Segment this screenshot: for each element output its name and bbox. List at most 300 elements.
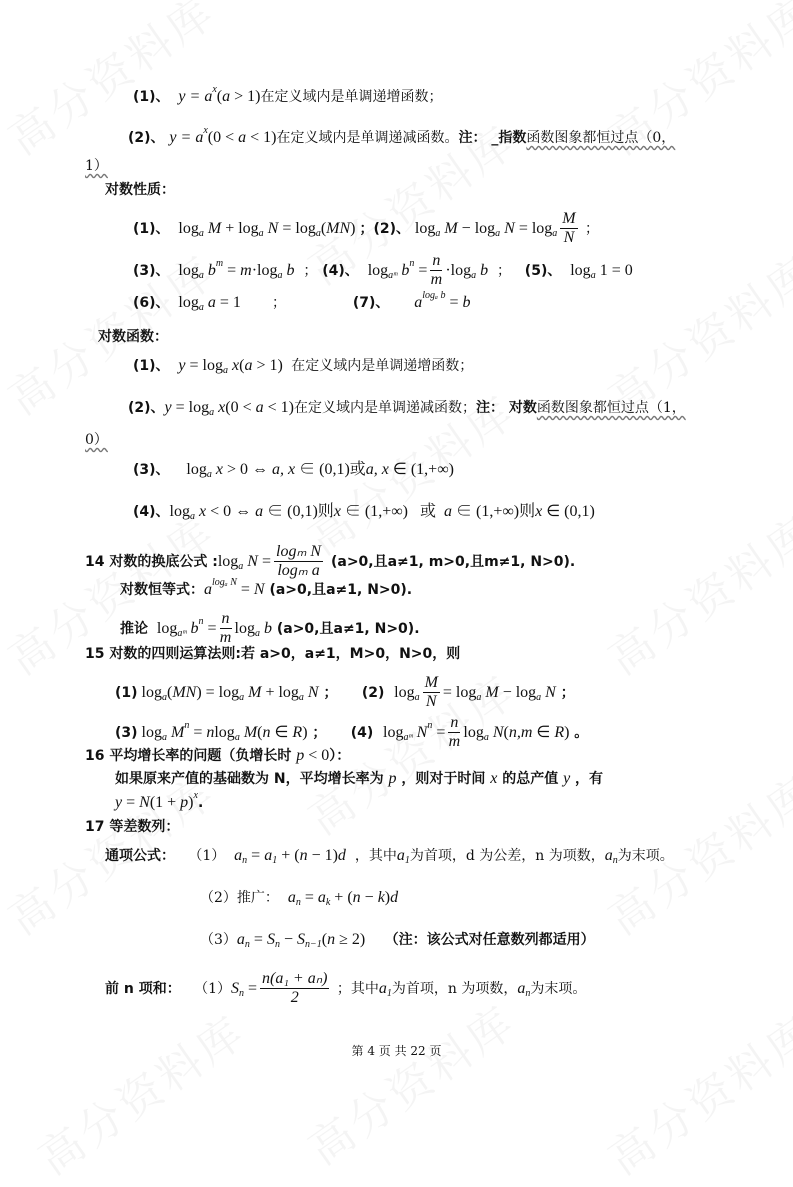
- math-text: ∈ (1,+∞)则: [452, 503, 536, 520]
- math-text: x: [490, 770, 498, 787]
- bold-text: 16 平均增长率的问题（负增长时: [85, 748, 297, 764]
- math-text: a: [298, 691, 304, 703]
- math-text: (: [503, 723, 509, 741]
- math-text: d: [390, 889, 399, 906]
- math-text: =: [414, 261, 428, 279]
- math-text: (0 <: [225, 399, 256, 416]
- math-text: a: [317, 889, 326, 906]
- underlined-text: 函数图象都恒过点（0，: [526, 130, 676, 146]
- math-text: (: [321, 931, 328, 948]
- math-text: a: [198, 302, 204, 313]
- math-text: (: [320, 219, 327, 237]
- math-text: a: [209, 407, 215, 418]
- math-text: a: [277, 269, 283, 281]
- underlined-text: 1）: [85, 158, 108, 174]
- math-text: a: [236, 931, 245, 948]
- denominator: N: [425, 693, 437, 710]
- bold-text: 前 n 项和：: [105, 980, 181, 997]
- text: ；其中: [332, 980, 379, 997]
- math-text: S: [266, 931, 275, 948]
- math-text: a, x: [272, 461, 296, 478]
- math-text: =: [189, 723, 207, 741]
- bold-text: ；: [555, 684, 575, 701]
- bold-text: 对数函数：: [98, 329, 168, 345]
- sum-of-n-terms: [105, 970, 586, 1007]
- math-text: =: [445, 294, 463, 311]
- math-text: a: [239, 691, 245, 703]
- bold-text: (2)、: [128, 130, 170, 146]
- corollary: [120, 610, 420, 647]
- bold-text: 17 等差数列：: [85, 819, 180, 835]
- math-text: S: [296, 931, 305, 948]
- math-text: log: [174, 261, 199, 279]
- math-text: + (: [277, 847, 300, 864]
- denominator: m: [448, 733, 461, 750]
- text: 在定义域内是单调递减函数。: [276, 130, 459, 146]
- math-text: log: [414, 219, 436, 237]
- math-text: a: [258, 227, 264, 239]
- math-text: x: [211, 461, 223, 478]
- math-text: ): [302, 723, 308, 741]
- math-text: a: [435, 227, 441, 239]
- bold-text: (3)、: [133, 262, 175, 279]
- math-text: n: [198, 615, 204, 627]
- math-text: y = a: [169, 129, 204, 146]
- denominator: logₘ a: [277, 562, 320, 579]
- watermark: [593, 997, 793, 1187]
- numerator: n: [432, 252, 441, 269]
- math-text: a: [198, 227, 204, 239]
- fraction: [274, 543, 323, 580]
- math-text: x: [212, 84, 217, 95]
- math-text: n: [612, 855, 618, 866]
- math-text: M: [239, 723, 258, 741]
- bold-text: (a>0,且a≠1, m>0,且m≠1, N>0).: [326, 553, 576, 570]
- text: （1）: [175, 848, 235, 864]
- math-text: a: [471, 269, 477, 281]
- math-text: log: [169, 503, 190, 520]
- math-text: n: [238, 987, 244, 999]
- math-text: ): [564, 723, 570, 741]
- math-text: k: [325, 897, 331, 908]
- math-text: M: [440, 219, 458, 237]
- math-text: n: [409, 257, 415, 269]
- watermark: [290, 987, 526, 1177]
- math-text: N: [253, 581, 265, 598]
- bold-text: 通项公式：: [105, 848, 175, 864]
- math-text: =: [223, 261, 241, 279]
- numerator: M: [562, 210, 576, 227]
- bold-text: (6)、: [133, 295, 175, 311]
- math-text: M: [244, 683, 262, 701]
- bold-text: (4)、: [133, 504, 170, 520]
- math-text: log: [174, 219, 199, 237]
- math-text: a: [190, 511, 195, 522]
- math-text: a: [483, 731, 489, 743]
- math-text: y = a: [174, 88, 213, 105]
- math-text: < 1): [263, 399, 294, 416]
- math-text: n: [184, 719, 190, 731]
- math-text: log: [214, 723, 235, 741]
- math-text: > 0 ⇔: [222, 461, 273, 478]
- bold-text: (3): [115, 724, 138, 741]
- math-text: a: [255, 503, 264, 520]
- math-text: log: [363, 261, 389, 279]
- math-text: M: [203, 219, 222, 237]
- math-text: (: [257, 723, 263, 741]
- fraction: [260, 970, 329, 1007]
- bold-text: (a>0,且a≠1, N>0).: [271, 620, 420, 637]
- exp-property-2-cont: [85, 156, 108, 176]
- denominator: 2: [290, 989, 299, 1006]
- bold-text: 的总产值: [497, 771, 564, 787]
- math-text: M: [167, 723, 185, 741]
- math-text: a: [476, 691, 482, 703]
- bold-text: (1)、: [133, 89, 175, 105]
- math-text: a: [604, 847, 613, 864]
- math-text: a: [394, 294, 423, 311]
- page-footer: 第 4 页 共 22 页: [351, 1044, 442, 1058]
- math-text: log: [137, 683, 162, 701]
- math-text: y: [174, 357, 186, 374]
- bold-text: (2)、: [128, 400, 165, 416]
- math-text: log: [137, 723, 162, 741]
- math-text: S: [230, 979, 239, 997]
- math-text: a: [203, 294, 216, 311]
- math-text: R: [292, 723, 303, 741]
- math-text: a: [315, 227, 321, 239]
- text: ；: [240, 295, 353, 311]
- fraction: [220, 610, 232, 647]
- text: 为末项。: [530, 980, 587, 997]
- math-text: a: [234, 847, 243, 864]
- text: 在定义域内是单调递增函数；: [260, 89, 443, 105]
- text: 为首项，n 为项数，: [391, 980, 518, 997]
- section-17-heading: [85, 817, 179, 837]
- math-text: −: [360, 889, 378, 906]
- math-text: a: [244, 357, 253, 374]
- log-function-4: [133, 502, 595, 522]
- math-text: − log: [457, 219, 496, 237]
- math-text: log: [463, 723, 484, 741]
- growth-rate-text: [115, 769, 603, 789]
- math-text: (0 <: [207, 129, 239, 146]
- log-property-6-7: [133, 290, 471, 313]
- underlined-text: 函数图象都恒过点（1，: [536, 400, 686, 416]
- math-text: log: [383, 723, 404, 741]
- log-function-2: [128, 398, 686, 418]
- bold-text: (7)、: [352, 295, 395, 311]
- math-text: b: [203, 261, 216, 279]
- math-text: a: [264, 847, 273, 864]
- math-text: x: [193, 790, 198, 801]
- math-text: n: [427, 719, 433, 731]
- log-function-3: [133, 460, 454, 480]
- log-property-1-2: [133, 210, 599, 247]
- math-text: N: [488, 723, 504, 741]
- math-text: b: [282, 261, 295, 279]
- section-15-heading: [85, 644, 460, 664]
- math-text: x: [228, 357, 240, 374]
- math-text: n,m: [508, 723, 533, 741]
- math-text: + log: [221, 219, 259, 237]
- change-of-base-formula: [85, 543, 575, 580]
- math-text: a: [254, 627, 260, 639]
- math-text: m: [215, 257, 224, 269]
- math-text: N: [500, 219, 515, 237]
- math-text: ∈: [270, 723, 293, 741]
- math-text: = log: [278, 219, 316, 237]
- math-text: = log: [185, 357, 223, 374]
- math-text: m: [240, 261, 252, 279]
- math-text: ·log: [251, 261, 278, 279]
- math-text: a: [206, 469, 212, 480]
- math-text: > 1): [252, 357, 287, 374]
- log-function-heading: [98, 327, 168, 347]
- fraction: [423, 674, 440, 711]
- math-text: n: [295, 897, 301, 908]
- math-text: = log: [514, 219, 553, 237]
- bold-text: (a>0,且a≠1, N>0).: [264, 582, 413, 598]
- math-text: M: [481, 683, 499, 701]
- math-text: =: [236, 581, 254, 598]
- fraction: [448, 714, 460, 751]
- math-text: −: [279, 931, 297, 948]
- math-text: ∈ (0,1): [542, 503, 595, 520]
- math-text: log: [152, 619, 178, 637]
- math-text: > 1): [230, 88, 261, 105]
- math-text: log: [234, 619, 255, 637]
- bold-text: 。: [569, 724, 589, 741]
- math-text: 1: [272, 855, 278, 866]
- text: ，其中: [345, 848, 397, 864]
- math-text: n−1: [304, 939, 322, 950]
- math-text: =: [247, 847, 265, 864]
- math-text: a: [162, 691, 167, 703]
- math-text: a: [552, 227, 558, 239]
- math-text: aᵐ: [177, 627, 187, 639]
- math-text: 1 = 0: [595, 261, 633, 279]
- math-text: aᵐ: [403, 731, 413, 743]
- math-text: x: [203, 125, 208, 136]
- math-text: a: [204, 581, 212, 598]
- math-text: n: [206, 723, 215, 741]
- math-text: = log: [442, 683, 477, 701]
- math-text: N: [541, 683, 556, 701]
- math-text: x: [195, 503, 207, 520]
- math-text: N: [303, 683, 319, 701]
- math-text: a, x: [365, 461, 389, 478]
- fraction: [430, 252, 442, 289]
- math-text: b: [476, 261, 489, 279]
- bold-text: (1): [115, 684, 138, 701]
- numerator: logₘ N: [276, 543, 322, 560]
- math-text: a: [198, 269, 204, 281]
- general-term-from-sum: [200, 930, 595, 950]
- math-text: b: [259, 619, 272, 637]
- log-function-1: [133, 356, 473, 376]
- math-text: x: [214, 399, 226, 416]
- math-text: log: [566, 261, 591, 279]
- text: 在定义域内是单调递减函数；: [293, 400, 476, 416]
- bold-text: 注： _指数: [458, 130, 527, 146]
- math-text: ∈ (1,+∞): [388, 461, 454, 478]
- growth-rate-formula: [115, 790, 204, 813]
- text: 为首项，d 为公差，n 为项数，: [409, 848, 605, 864]
- math-text: log: [174, 461, 207, 478]
- bold-text: (1)、: [133, 358, 175, 374]
- math-text: n: [327, 931, 336, 948]
- math-text: n: [274, 939, 280, 950]
- math-text: log: [394, 683, 415, 701]
- math-text: =: [300, 889, 318, 906]
- math-text: n: [262, 723, 271, 741]
- math-text: p: [296, 747, 305, 764]
- bold-text: ； (2): [318, 684, 395, 701]
- math-text: n: [525, 987, 531, 999]
- math-text: (: [167, 683, 173, 701]
- math-text: a: [223, 365, 228, 376]
- watermark: [23, 997, 256, 1187]
- math-text: + log: [261, 683, 299, 701]
- log-property-3-5: [133, 252, 633, 289]
- bold-text: 15 对数的四则运算法则:若 a>0，a≠1，M>0，N>0，则: [85, 646, 461, 662]
- text: （2）推广：: [200, 890, 288, 906]
- bold-text: (5)、: [519, 262, 567, 279]
- log-rules-1-2: [115, 674, 575, 711]
- text: 在定义域内是单调递增函数；: [286, 358, 474, 374]
- math-text: x: [333, 503, 341, 520]
- math-text: a: [536, 691, 542, 703]
- math-text: ) = log: [196, 683, 240, 701]
- text: ；: [294, 262, 318, 279]
- log-properties-heading: [105, 180, 175, 200]
- math-text: n: [352, 889, 361, 906]
- text: ；: [488, 262, 520, 279]
- math-text: ∈: [532, 723, 555, 741]
- math-text: N: [412, 723, 428, 741]
- bold-text: ；(2)、: [359, 220, 415, 237]
- numerator: n: [450, 714, 459, 731]
- bold-text: ）：: [329, 748, 351, 764]
- numerator: n(a₁ + aₙ): [262, 970, 328, 987]
- math-text: ∈ (0,1)则: [263, 503, 334, 520]
- math-text: =: [122, 794, 140, 811]
- math-text: logₐ N: [212, 577, 237, 588]
- underlined-text: 0）: [85, 432, 108, 448]
- math-text: a: [287, 889, 296, 906]
- exp-property-1: [133, 84, 443, 107]
- math-text: =: [243, 979, 258, 997]
- math-text: y: [115, 794, 123, 811]
- math-text: a: [222, 88, 231, 105]
- math-text: a: [162, 731, 167, 743]
- text: （1）: [180, 980, 231, 997]
- denominator: N: [563, 229, 575, 246]
- numerator: M: [424, 674, 438, 691]
- math-text: a: [517, 979, 526, 997]
- math-text: =: [432, 723, 446, 741]
- math-text: n: [244, 939, 250, 950]
- bold-text: ，则对于时间: [396, 771, 491, 787]
- bold-text: (3)、: [133, 462, 175, 478]
- math-text: x: [535, 503, 543, 520]
- log-identity: [120, 577, 413, 600]
- bold-text: 如果原来产值的基础数为 N，平均增长率为: [115, 771, 389, 787]
- math-text: 1: [404, 855, 410, 866]
- text: 为末项。: [617, 848, 674, 864]
- math-text: a: [590, 269, 596, 281]
- section-16-heading: [85, 746, 350, 766]
- math-text: − 1): [307, 847, 338, 864]
- math-text: ≥ 2): [335, 931, 366, 948]
- math-text: R: [554, 723, 565, 741]
- general-term-extension: [200, 888, 398, 908]
- math-text: 1: [386, 987, 392, 999]
- math-text: n: [242, 855, 248, 866]
- denominator: m: [219, 629, 232, 646]
- numerator: n: [221, 610, 230, 627]
- math-text: ): [384, 889, 391, 906]
- bold-text: 推论: [120, 620, 153, 637]
- math-text: N: [243, 552, 258, 570]
- math-text: N: [139, 794, 150, 811]
- math-text: ): [188, 794, 194, 811]
- exp-property-2: [128, 125, 676, 148]
- bold-text: （注：该公式对任意数列都适用）: [365, 932, 595, 948]
- math-text: y: [563, 770, 571, 787]
- bold-text: (4)、: [317, 262, 364, 279]
- math-text: k: [377, 889, 385, 906]
- math-text: a: [234, 731, 240, 743]
- math-text: p: [180, 794, 189, 811]
- math-text: aᵐ: [388, 269, 398, 281]
- math-text: log: [174, 294, 199, 311]
- math-text: a: [378, 979, 387, 997]
- math-text: a: [238, 560, 244, 572]
- math-text: ∈ (1,+∞) 或: [340, 503, 445, 520]
- math-text: a: [238, 129, 247, 146]
- fraction: [560, 210, 577, 247]
- math-text: < 0 ⇔: [206, 503, 256, 520]
- text: ；: [580, 220, 600, 237]
- text: （3）: [200, 932, 237, 948]
- math-text: ∈ (0,1)或: [295, 461, 366, 478]
- math-text: b: [462, 294, 471, 311]
- math-text: ): [350, 219, 360, 237]
- denominator: m: [430, 271, 443, 288]
- math-text: (: [239, 357, 245, 374]
- math-text: =: [249, 931, 267, 948]
- math-text: MN: [172, 683, 197, 701]
- math-text: < 1): [246, 129, 277, 146]
- math-text: = log: [171, 399, 210, 416]
- bold-text: 对数性质：: [105, 182, 175, 198]
- math-text: MN: [326, 219, 351, 237]
- watermark: [593, 497, 793, 687]
- math-text: log: [217, 552, 239, 570]
- math-text: ·log: [445, 261, 472, 279]
- math-text: − log: [498, 683, 537, 701]
- math-text: N: [263, 219, 279, 237]
- bold-text: 14 对数的换底公式 :: [85, 553, 218, 570]
- math-text: < 0: [304, 747, 330, 764]
- math-text: p: [388, 770, 397, 787]
- math-text: b: [397, 261, 410, 279]
- math-text: logₐ b: [422, 290, 446, 301]
- bold-text: (1)、: [133, 220, 175, 237]
- math-text: d: [337, 847, 346, 864]
